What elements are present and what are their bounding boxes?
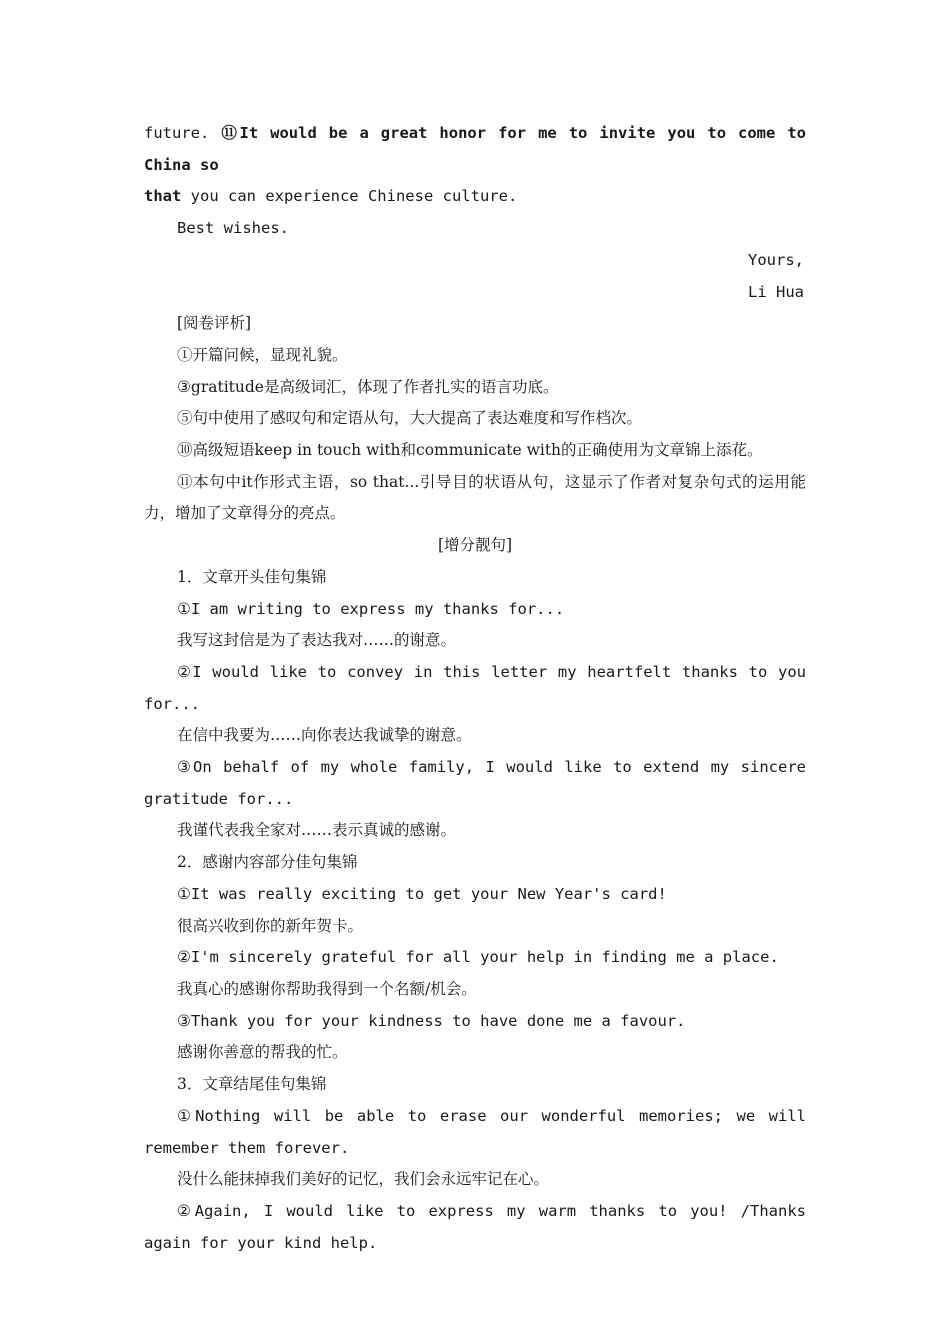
section-title: 3．文章结尾佳句集锦 xyxy=(177,1075,327,1094)
sentence-en: ①It was really exciting to get your New Year's card! xyxy=(177,884,667,903)
sentence-en: ③On behalf of my whole family, I would like to extend my sincere gratitude for... xyxy=(144,758,806,808)
section-title: 1．文章开头佳句集锦 xyxy=(177,567,327,586)
letter-line-1 xyxy=(144,118,806,181)
analysis-note: ⑪本句中it作形式主语，so that...引导目的状语从句，这显示了作者对复杂句式的运用能力，增加了文章得分的亮点。 xyxy=(144,472,806,523)
sentence-en: ②Again, I would like to express my warm thanks to you! /Thanks again for your kind help. xyxy=(144,1201,806,1252)
sentence-en: ①I am writing to express my thanks for... xyxy=(177,599,565,618)
letter-signature: Li Hua xyxy=(748,282,804,301)
letter-text: you can experience Chinese culture. xyxy=(181,187,518,206)
sentence-zh: 感谢你善意的帮我的忙。 xyxy=(177,1043,348,1062)
sentence-zh: 我谨代表我全家对……表示真诚的感谢。 xyxy=(177,821,457,840)
sentences-heading: [增分靓句] xyxy=(437,536,513,555)
sentence-zh: 很高兴收到你的新年贺卡。 xyxy=(177,916,364,935)
analysis-heading: [阅卷评析] xyxy=(177,314,252,333)
sentence-zh: 没什么能抹掉我们美好的记忆，我们会永远牢记在心。 xyxy=(177,1170,550,1189)
highlight-sentence-end: that xyxy=(144,187,182,206)
letter-signoff: Yours, xyxy=(748,250,804,269)
sentence-en: ③Thank you for your kindness to have done me a favour. xyxy=(177,1011,686,1030)
letter-text: future. xyxy=(144,124,222,142)
sentence-zh: 我真心的感谢你帮助我得到一个名额/机会。 xyxy=(177,979,477,998)
sentence-zh: 在信中我要为……向你表达我诚挚的谢意。 xyxy=(177,726,472,745)
analysis-note: ③gratitude是高级词汇，体现了作者扎实的语言功底。 xyxy=(177,377,559,396)
sentence-en: ①Nothing will be able to erase our wonderful memories; we will remember them forever. xyxy=(144,1106,806,1157)
analysis-note: ①开篇问候，显现礼貌。 xyxy=(177,345,348,364)
sentence-en: ②I would like to convey in this letter my heartfelt thanks to you for... xyxy=(144,662,806,713)
letter-closing: Best wishes. xyxy=(177,219,289,238)
document-page xyxy=(144,118,806,1259)
analysis-note: ⑤句中使用了感叹句和定语从句，大大提高了表达难度和写作档次。 xyxy=(177,409,643,428)
section-title: 2．感谢内容部分佳句集锦 xyxy=(177,853,358,872)
highlight-sentence: ⑪It would be a great honor for me to invite you to come to China so xyxy=(144,124,807,174)
sentence-zh: 我写这封信是为了表达我对……的谢意。 xyxy=(177,631,457,650)
sentence-en: ②I'm sincerely grateful for all your help in finding me a place. xyxy=(177,948,779,967)
letter-line-2 xyxy=(144,181,806,213)
analysis-note: ⑩高级短语keep in touch with和communicate with的正确使用为文章锦上添花。 xyxy=(177,441,763,460)
